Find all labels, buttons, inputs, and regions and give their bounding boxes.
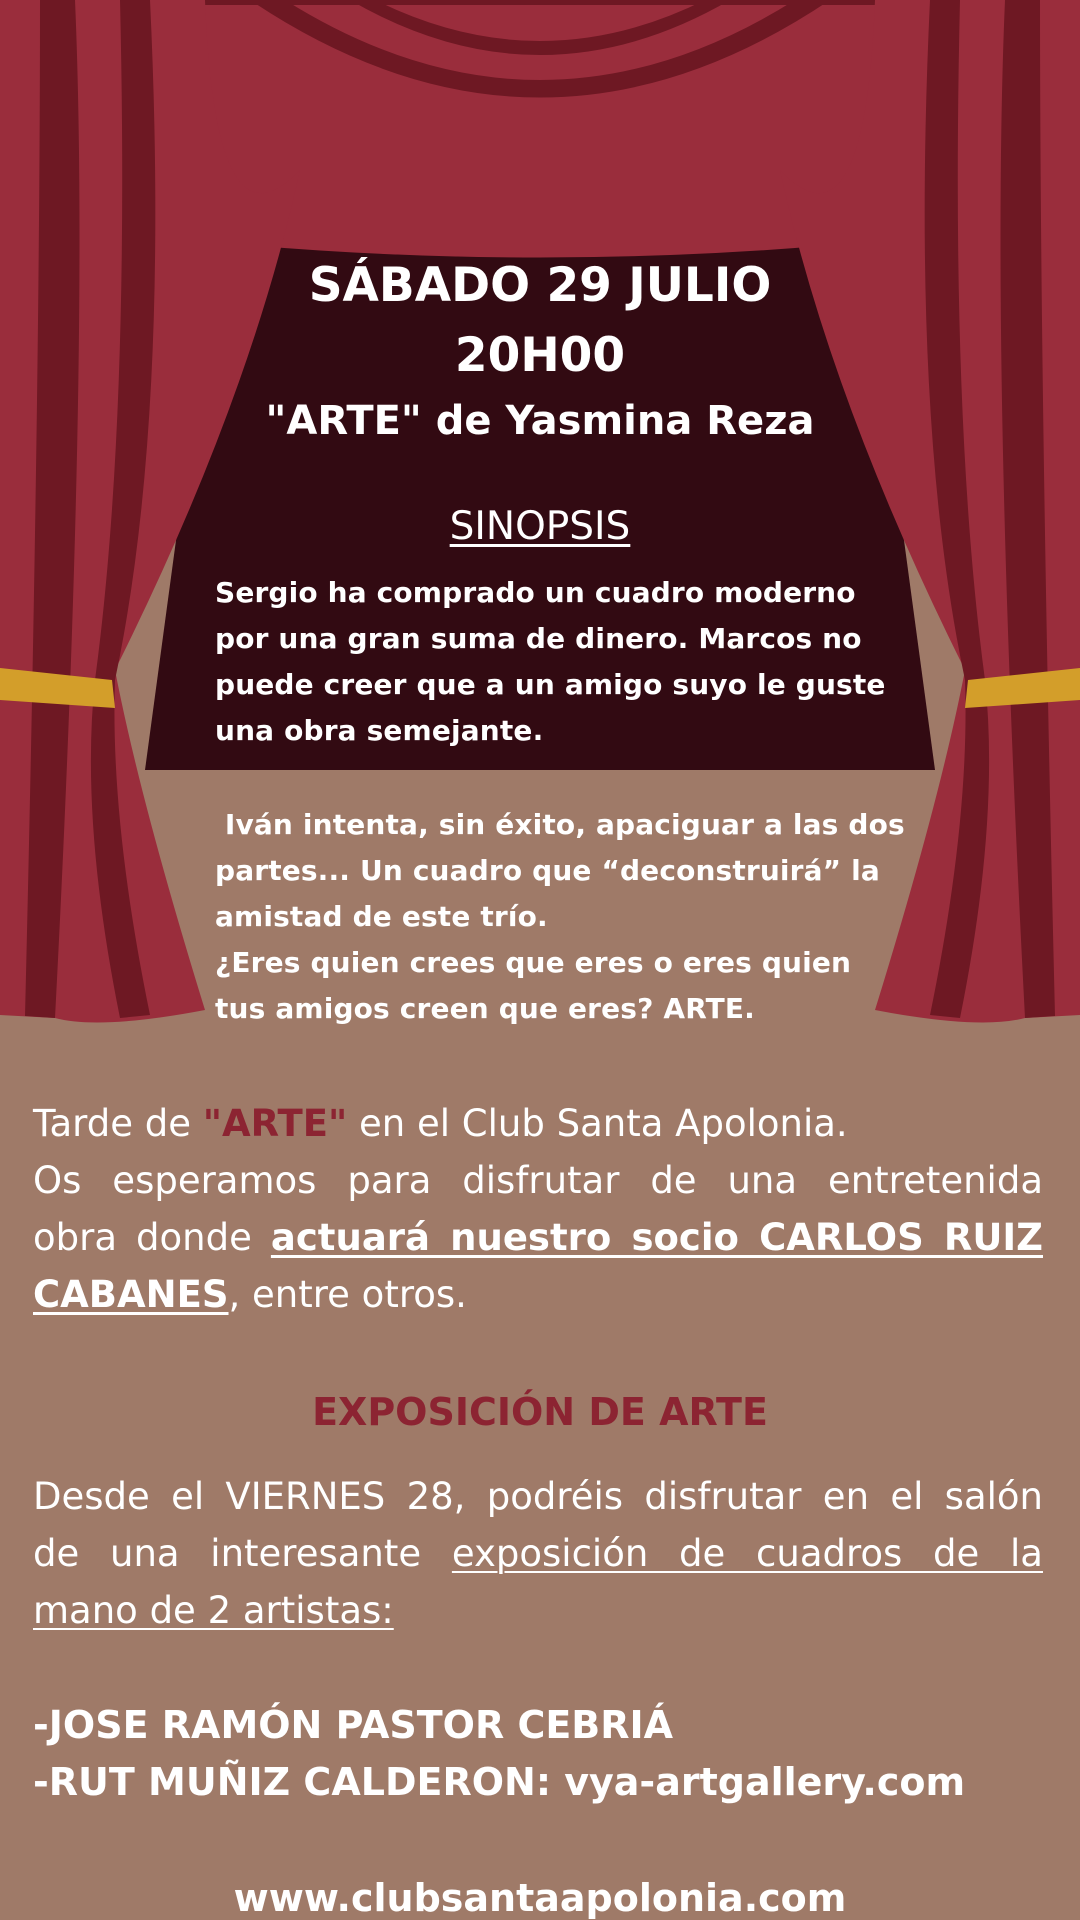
artist-item: -RUT MUÑIZ CALDERON: vya-artgallery.com [33,1760,966,1804]
invitation-line-3-plain: obra donde [33,1216,271,1259]
artist-list [33,1697,1073,1811]
synopsis-line: por una gran suma de dinero. Marcos no [215,622,862,655]
exhibition-line-2-plain: de una interesante [33,1532,452,1575]
invitation-text [33,1095,1043,1323]
synopsis-line: puede creer que a un amigo suyo le guste [215,668,886,701]
actor-surname: CABANES [33,1273,229,1316]
exhibition-line-2 [33,1525,1043,1582]
synopsis-line: una obra semejante. [215,714,544,747]
invitation-line-4 [33,1266,1043,1323]
synopsis-line: ¿Eres quien crees que eres o eres quien [215,946,852,979]
synopsis-line: amistad de este trío. [215,900,548,933]
invitation-line-4-plain: , entre otros. [228,1273,467,1316]
event-time: 20H00 [454,328,626,383]
exhibition-heading: EXPOSICIÓN DE ARTE [312,1390,768,1434]
exhibition-line-1: Desde el VIERNES 28, podréis disfrutar en el salón [33,1475,1043,1518]
exhibition-line-3 [33,1582,1043,1639]
synopsis-paragraph-2 [215,802,915,1032]
invitation-line-3 [33,1209,1043,1266]
artist-item: -JOSE RAMÓN PASTOR CEBRIÁ [33,1703,674,1747]
synopsis-line: Iván intenta, sin éxito, apaciguar a las dos [215,808,905,841]
synopsis-line: partes... Un cuadro que “deconstruirá” la [215,854,880,887]
event-date: SÁBADO 29 JULIO [308,258,772,313]
invitation-prefix: Tarde de [33,1102,203,1145]
exhibition-line-2-underlined: exposición de cuadros de la [451,1532,1043,1575]
website-link[interactable]: www.clubsantaapolonia.com [233,1876,847,1920]
invitation-line-2: Os esperamos para disfrutar de una entretenida [33,1159,1043,1202]
invitation-suffix: en el Club Santa Apolonia. [347,1102,848,1145]
exhibition-text [33,1468,1043,1639]
synopsis-paragraph-1 [215,570,915,754]
arte-highlight: "ARTE" [202,1102,348,1145]
exhibition-line-3-underlined: mano de 2 artistas: [33,1589,394,1632]
play-title: "ARTE" de Yasmina Reza [265,398,815,444]
actor-highlight: actuará nuestro socio CARLOS RUIZ [270,1216,1043,1259]
invitation-line-1 [33,1095,1043,1152]
synopsis-line: tus amigos creen que eres? ARTE. [215,992,755,1025]
synopsis-heading: SINOPSIS [449,504,631,549]
synopsis-line: Sergio ha comprado un cuadro moderno [215,576,856,609]
